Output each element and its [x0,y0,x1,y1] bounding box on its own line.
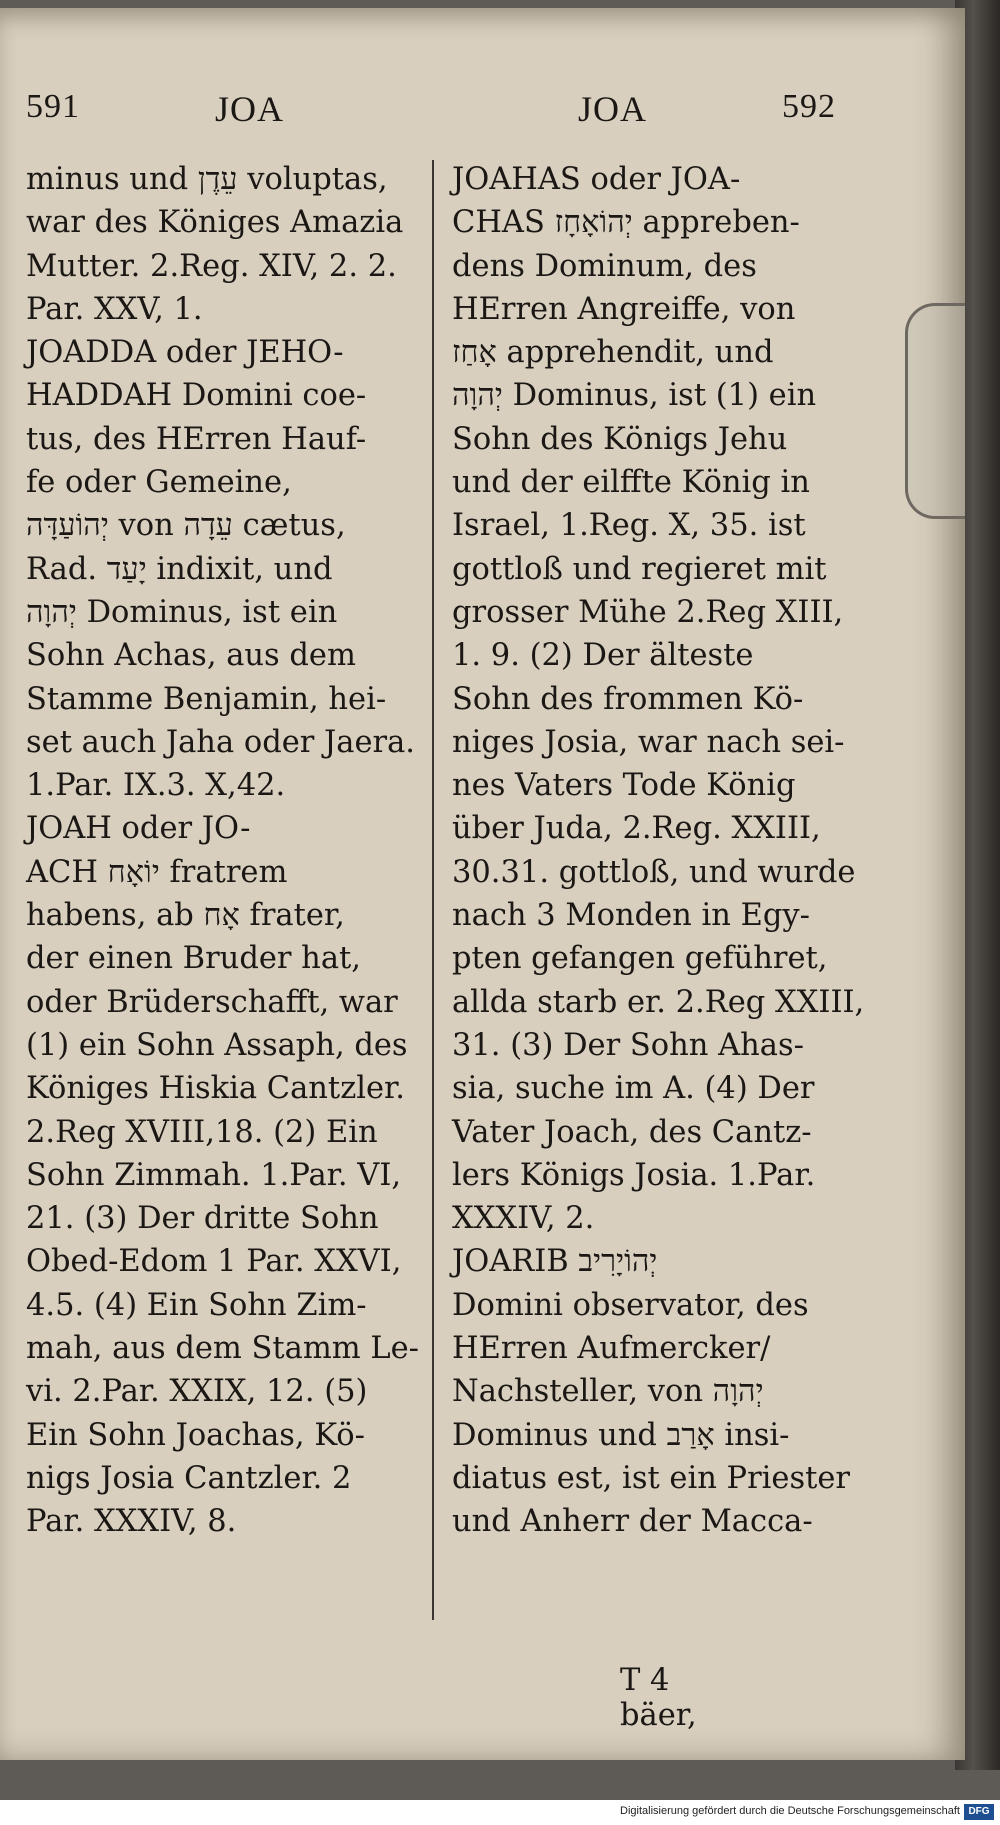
text-line: dens Dominum, des [452,248,757,284]
text-line: Par. XXXIV, 8. [26,1504,237,1540]
text-line: (1) ein Sohn Assaph, des [26,1027,408,1063]
text-line: pten gefangen geführet, [452,941,828,977]
text-line: 30.31. gottloß, und wurde [452,854,856,890]
text-line: יְהוֹעַדָּה von עֵדָה cætus, [26,508,346,544]
text-line: vi. 2.Par. XXIX, 12. (5) [26,1374,368,1410]
text-line: nigs Josia Cantzler. 2 [26,1460,352,1496]
text-line: 21. (3) Der dritte Sohn [26,1201,379,1237]
text-line: HErren Aufmercker/ [452,1331,771,1367]
text-line: grosser Mühe 2.Reg XIII, [452,594,844,630]
text-line: gottloß und regieret mit [452,551,827,587]
text-line: mah, aus dem Stamm Le- [26,1331,419,1367]
text-line: JOAHAS oder JOA- [452,162,741,197]
digitization-footer [0,1800,1000,1825]
right-column [452,158,865,1544]
text-line: nach 3 Monden in Egy- [452,898,810,934]
dfg-logo: DFG [964,1804,994,1820]
signature-mark: T 4 [620,1663,670,1698]
text-line: 1.Par. IX.3. X,42. [26,768,286,804]
text-line: der einen Bruder hat, [26,941,361,977]
text-line: 4.5. (4) Ein Sohn Zim- [26,1287,367,1323]
text-line: Sohn des frommen Kö- [452,681,804,717]
left-column [26,158,436,1544]
text-line: lers Königs Josia. 1.Par. [452,1157,816,1193]
page-number-right: 592 [782,88,836,125]
text-line: ACH יוֹאָח fratrem [26,854,288,890]
text-line: diatus est, ist ein Priester [452,1460,851,1496]
text-line: Dominus und אָרַב insi- [452,1417,790,1453]
text-line: oder Brüderschafft, war [26,984,398,1020]
text-line: 1. 9. (2) Der älteste [452,638,754,674]
text-line: Königes Hiskia Cantzler. [26,1071,405,1107]
text-line: Sohn Zimmah. 1.Par. VI, [26,1157,402,1193]
text-line: tus, des HErren Hauf- [26,421,367,457]
page-tab-marker [905,303,965,519]
text-line: set auch Jaha oder Jaera. [26,724,415,760]
text-line: Ein Sohn Joachas, Kö- [26,1417,365,1453]
running-title-left: JOA [215,89,285,129]
text-line: JOADDA oder JEHO- [26,335,344,371]
text-line: minus und עֵדֶן voluptas, [26,162,388,197]
text-line: Rad. יָעַד indixit, und [26,551,333,587]
text-line: nes Vaters Tode König [452,768,796,804]
text-line: אָחַז apprehendit, und [452,335,774,371]
catchword: bäer, [620,1698,697,1733]
text-line: und der eilffte König in [452,465,810,501]
text-line: JOARIB יְהוֹיָרִיב [452,1244,658,1280]
text-line: HErren Angreiffe, von [452,291,796,327]
funding-credit: Digitalisierung gefördert durch die Deutsche Forschungsgemeinschaft [620,1805,960,1817]
text-line: XXXIV, 2. [452,1201,595,1237]
text-line: niges Josia, war nach sei- [452,724,845,760]
text-line: Par. XXV, 1. [26,291,203,327]
text-line: über Juda, 2.Reg. XXIII, [452,811,821,847]
text-line: Sohn Achas, aus dem [26,638,356,674]
text-line: יְהוָה Dominus, ist ein [26,594,338,630]
text-line: Sohn des Königs Jehu [452,421,788,457]
text-line: allda starb er. 2.Reg XXIII, [452,984,865,1020]
text-line: Domini observator, des [452,1287,809,1323]
text-line: Israel, 1.Reg. X, 35. ist [452,508,806,544]
text-line: habens, ab אָח frater, [26,898,345,934]
text-line: JOAH oder JO- [26,811,251,847]
text-line: und Anherr der Macca- [452,1504,813,1540]
text-line: Mutter. 2.Reg. XIV, 2. 2. [26,248,397,284]
text-line: Vater Joach, des Cantz- [452,1114,812,1150]
text-line: Nachsteller, von יְהוָה [452,1374,764,1410]
text-line: fe oder Gemeine, [26,465,292,501]
page-foot [620,1663,870,1733]
text-line: war des Königes Amazia [26,205,404,241]
running-title-right: JOA [578,89,648,129]
text-line: Stamme Benjamin, hei- [26,681,387,717]
text-line: CHAS יְהוֹאָחָז appreben- [452,205,800,241]
text-line: HADDAH Domini coe- [26,378,367,414]
text-line: 2.Reg XVIII,18. (2) Ein [26,1114,378,1150]
text-line: יְהוָה Dominus, ist (1) ein [452,378,817,414]
page-number-left: 591 [26,88,80,125]
text-line: 31. (3) Der Sohn Ahas- [452,1027,804,1063]
text-line: sia, suche im A. (4) Der [452,1071,815,1107]
text-line: Obed-Edom 1 Par. XXVI, [26,1244,402,1280]
book-page [0,8,965,1760]
